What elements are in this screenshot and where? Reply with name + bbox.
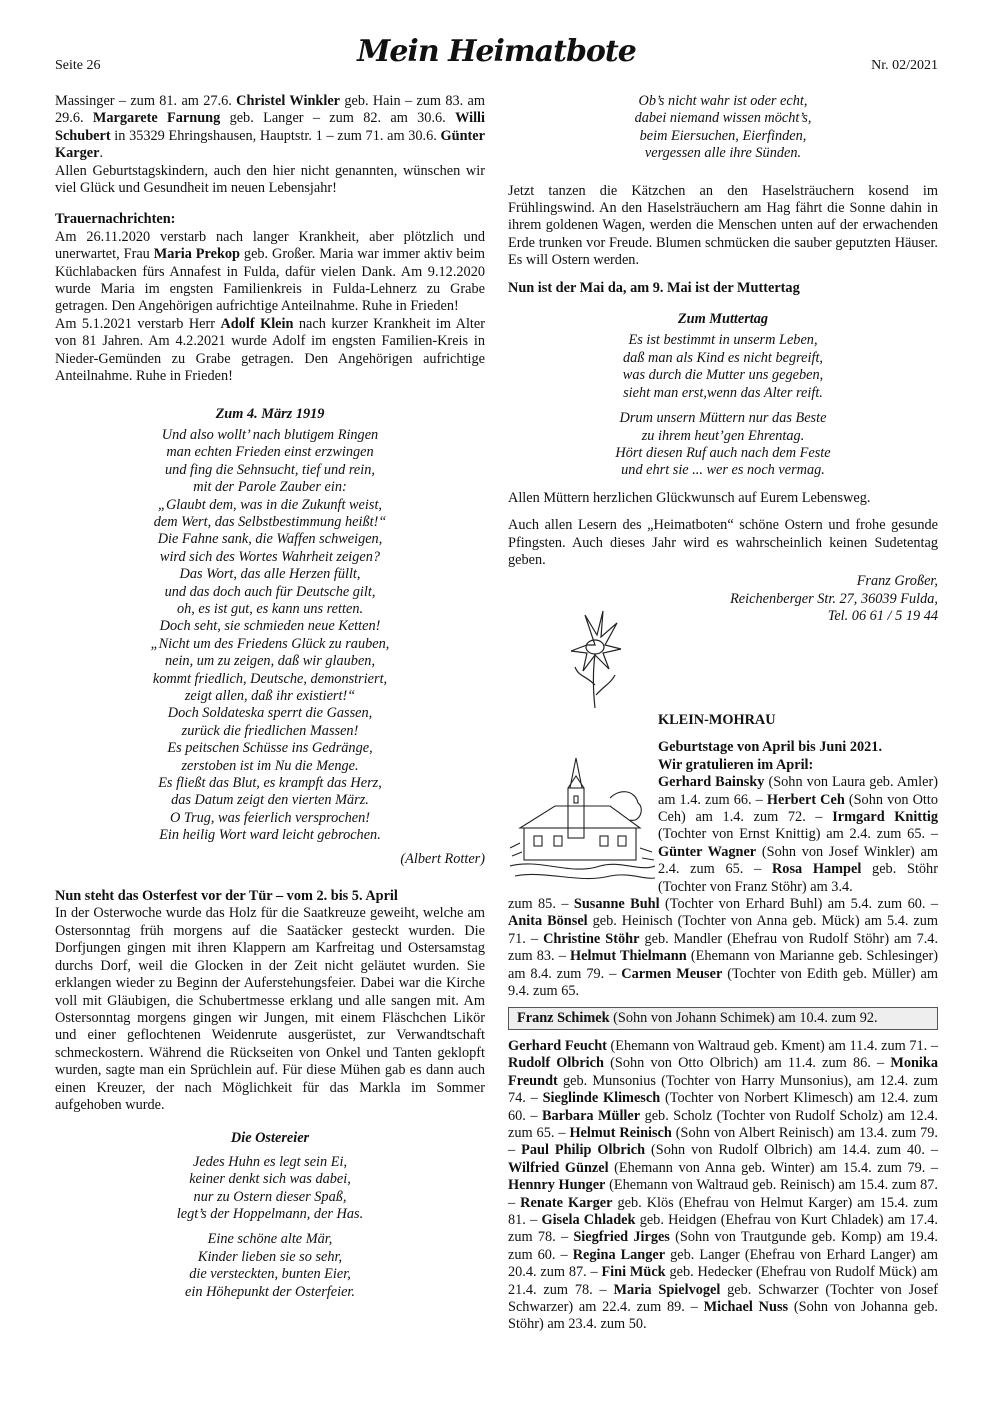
- text-run: geb. Stöhr (Tochter von Franz Stöhr) am 3.4.: [658, 861, 938, 895]
- poem-line: vergessen alle ihre Sünden.: [644, 145, 802, 162]
- poem-line: Es peitschen Schüsse ins Gedränge,: [167, 740, 373, 757]
- text-run: geb. Schwarzer (Tochter von Josef Schwarzer) am 22.4. zum 89. –: [508, 1281, 938, 1315]
- poem-muttertag-2: [508, 410, 938, 480]
- poem-line: und fing die Sehnsucht, tief und rein,: [165, 461, 375, 478]
- text-run: geb. Heidgen (Ehefrau von Kurt Chladek) am 17.4. zum 78. –: [508, 1211, 939, 1246]
- person-name: Margarete Farnung: [92, 110, 221, 127]
- poem-line: Hört diesen Ruf auch nach dem Feste: [615, 444, 831, 461]
- poem-line: zurück die friedlichen Massen!: [181, 722, 359, 739]
- person-name: Christel Winkler: [236, 93, 341, 109]
- person-name: Renate Karger: [520, 1194, 613, 1211]
- poem-line: Und also wollt’ nach blutigem Ringen: [161, 426, 379, 443]
- poem-line: Jedes Huhn es legt sein Ei,: [192, 1153, 348, 1170]
- title-text: Zum Muttertag: [677, 311, 769, 328]
- right-column: [508, 93, 938, 626]
- poem-title: [508, 311, 938, 328]
- person-name: Adolf Klein: [220, 315, 294, 332]
- poem-line: und das doch auch für Deutsche gilt,: [164, 583, 376, 600]
- page-header: [55, 28, 938, 78]
- person-name: Irmgard Knittig: [832, 809, 938, 826]
- km-birthday-list-1: [658, 774, 938, 896]
- poem-title: [55, 406, 485, 423]
- person-name: Herbert Ceh: [766, 791, 845, 808]
- poem-line: was durch die Mutter uns gegeben,: [622, 367, 824, 384]
- page-number: Seite 26: [55, 58, 101, 73]
- highlight-box: [508, 1007, 938, 1030]
- poem-line: Das Wort, das alle Herzen füllt,: [179, 566, 361, 583]
- person-name: Helmut Thielmann: [570, 948, 687, 965]
- poem-ostereier-1: [55, 1154, 485, 1224]
- section-heading-ostern: [55, 888, 485, 905]
- text-run: (Sohn von Rudolf Olbrich) am 14.4. zum 40. –: [645, 1142, 938, 1159]
- text-run: geb. Mandler (Ehefrau von Rudolf Stöhr) am 7.4. zum 83. –: [508, 930, 939, 965]
- km-birthday-list-3: [508, 1038, 938, 1334]
- text-run: (Sohn von Trautgunde geb. Komp) am 19.4. zum 60. –: [508, 1229, 938, 1263]
- text-run: Massinger – zum 81. am 27.6.: [55, 93, 237, 109]
- text-run: (Sohn von Laura geb. Amler) am 1.4. zum 66. –: [658, 774, 938, 808]
- reader-wishes: Auch allen Lesern des „Heimatboten“ schöne Ostern und frohe gesunde Pfingsten. Auch dieses Jahr wird es wahrscheinlich keinen Sudetentag geben.: [508, 517, 938, 568]
- poem-line: kommt friedlich, Deutsche, demonstriert,: [152, 670, 388, 687]
- text-run: (Sohn von Otto Ceh) am 1.4. zum 72. –: [658, 791, 938, 826]
- poem-line: nein, um zu zeigen, daß wir glauben,: [164, 653, 376, 670]
- poem-line: „Nicht um des Friedens Glück zu rauben,: [150, 635, 390, 652]
- text-run: geb. Großer. Maria war immer aktiv beim Küchlabacken fürs Annafest in Fulda, dafür vielen Dank. Am 9.12.2020 wurde Maria im engsten Familienkreis in Fulda-Lehnerz zu Grabe getragen. Den Angehörigen aufrichtige Anteilnahme. Ruhe in Frieden!: [55, 246, 485, 315]
- person-name: Paul Philip Olbrich: [521, 1142, 646, 1159]
- birthday-wishes: Allen Geburtstagskindern, auch den hier nicht genannten, wünschen wir viel Glück und Gesundheit im neuen Lebensjahr!: [55, 162, 485, 197]
- section-heading-klein-mohrau: [658, 712, 938, 729]
- newspaper-logo: Mein Heimatbote: [357, 34, 636, 69]
- person-name: Barbara Müller: [541, 1107, 641, 1124]
- text-run: (Sohn von Josef Winkler) am 2.4. zum 65. –: [658, 843, 938, 878]
- heading-text: Nun ist der Mai da, am 9. Mai ist der Muttertag: [508, 279, 800, 296]
- person-name: Willi Schubert: [55, 110, 485, 144]
- text-run: (Sohn von Johanna geb. Stöhr) am 23.4. zum 50.: [508, 1299, 938, 1333]
- church-icon: [510, 748, 655, 888]
- heading-text: Geburtstage von April bis Juni 2021.: [658, 739, 883, 756]
- poem-line: beim Eiersuchen, Eierfinden,: [639, 127, 807, 144]
- poem-line: ein Höhepunkt der Osterfeier.: [185, 1283, 355, 1300]
- text-run: (Ehemann von Waltraud geb. Reinisch) am 15.4. zum 87. –: [508, 1177, 938, 1211]
- text-run: (Tochter von Erhard Buhl) am 5.4. zum 60. –: [659, 896, 939, 913]
- text-run: geb. Hain – zum 83. am 29.6.: [55, 93, 485, 127]
- birthday-continuation: [55, 93, 485, 163]
- poem-line: Es ist bestimmt in unserm Leben,: [628, 332, 818, 349]
- signature-line: Franz Großer,: [856, 573, 938, 590]
- text-run: (Sohn von Johann Schimek) am 10.4. zum 92.: [609, 1009, 878, 1026]
- person-name: Sieglinde Klimesch: [542, 1090, 661, 1107]
- poem-title: [55, 1130, 485, 1147]
- poem-line: das Datum zeigt den vierten März.: [171, 792, 369, 809]
- poem-line: Doch seht, sie schmieden neue Ketten!: [159, 618, 381, 635]
- person-name: Günter Wagner: [658, 843, 757, 860]
- person-name: Susanne Buhl: [573, 896, 660, 913]
- poem-line: Die Fahne sank, die Waffen schweigen,: [157, 531, 383, 548]
- poem-line: Doch Soldateska sperrt die Gassen,: [167, 705, 373, 722]
- text-run: geb. Langer (Ehefrau von Erhard Langer) am 20.4. zum 87. –: [508, 1246, 938, 1281]
- text-run: (Tochter von Norbert Klimesch) am 12.4. zum 60. –: [508, 1090, 938, 1124]
- text-run: (Ehemann von Waltraud geb. Kment) am 11.4. zum 71. –: [606, 1037, 938, 1054]
- poem-line: wird sich des Wortes Wahrheit zeigen?: [159, 548, 381, 565]
- text-run: geb. Hedecker (Ehefrau von Rudolf Mück) am 21.4. zum 78. –: [508, 1264, 939, 1298]
- poem-line: zu ihrem heut’gen Ehrentag.: [641, 427, 805, 444]
- person-name: Siegfried Jirges: [573, 1229, 670, 1246]
- poem-ostereier-2: [55, 1231, 485, 1301]
- poem-line: keiner denkt sich was dabei,: [189, 1171, 351, 1188]
- person-name: Helmut Reinisch: [569, 1124, 672, 1141]
- text-run: geb. Scholz (Tochter von Rudolf Scholz) am 12.4. zum 65. –: [508, 1107, 938, 1141]
- left-column: [55, 93, 485, 1301]
- poem-line: „Glaubt dem, was in die Zukunft weist,: [158, 496, 382, 513]
- text-run: .: [99, 145, 104, 162]
- person-name: Günter Karger: [55, 127, 485, 162]
- text-run: (Sohn von Otto Olbrich) am 11.4. zum 86. –: [603, 1055, 891, 1072]
- person-name: Rosa Hampel: [771, 861, 862, 878]
- obituary-klein: [55, 316, 485, 386]
- ostern-text: In der Osterwoche wurde das Holz für die Saatkreuze geweiht, welche am Ostersonntag früh morgens auf die Saatäcker gesteckt wurden. Die Dorfjungen gingen mit ihren Klappern am Karfreitag und Ostersamstag durchs Dorf, weil die Glocken in der Zeit nicht geläutet wurden. Sie erklangen wieder zu Beginn der Auferstehungsfeier. Dabei war die Kirche voll mit Gläubigen, die Schubertmesse erklang und alle sangen mit. Am Ostersonntag morgens gingen wir Jungen, mit einem Fläschchen Likör und einer geflochtenen Weidenrute ausgerüstet, zur Verwandtschaft schmeckostern. Während die Rückseiten von Onkel und Tanten geklopft wurden, sagte man ein Sprüchlein auf. Für diese Mühen gab es dann auch einen Kreuzer, der nach Möglichkeit für das Markla im Sommer aufgehoben wurde.: [55, 905, 485, 1113]
- title-text: Zum 4. März 1919: [215, 405, 325, 422]
- poem-line: Kinder lieben sie so sehr,: [197, 1248, 343, 1265]
- person-name: Gisela Chladek: [541, 1211, 636, 1228]
- person-name: Gerhard Bainsky: [658, 774, 765, 791]
- poem-line: die versteckten, bunten Eier,: [189, 1266, 351, 1283]
- poem-line: oh, es ist gut, es kann uns retten.: [176, 600, 364, 617]
- heading-text: KLEIN-MOHRAU: [658, 712, 776, 728]
- heading-text: Nun steht das Osterfest vor der Tür – vom 2. bis 5. April: [55, 888, 398, 905]
- poem-line: Es fließt das Blut, es krampft das Herz,: [158, 775, 382, 792]
- poem-line: Ob’s nicht wahr ist oder echt,: [638, 93, 808, 109]
- heading-text: Trauernachrichten:: [55, 211, 176, 228]
- obituary-prekop: [55, 229, 485, 316]
- person-name: Gerhard Feucht: [508, 1037, 607, 1054]
- poem-line: O Trug, was feierlich versprochen!: [169, 809, 370, 826]
- poem-line: dabei niemand wissen möcht’s,: [634, 110, 812, 127]
- person-name: Hennry Hunger: [508, 1177, 606, 1194]
- poem-muttertag-1: [508, 332, 938, 402]
- poem-line: nur zu Ostern dieser Spaß,: [193, 1188, 347, 1205]
- text-run: geb. Langer – zum 82. am 30.6.: [220, 110, 456, 127]
- person-name: Fini Mück: [601, 1264, 666, 1281]
- poem-line: Eine schöne alte Mär,: [207, 1231, 333, 1248]
- poem-line: man echten Frieden einst erzwingen: [166, 444, 374, 461]
- section-heading-mai: [508, 280, 938, 297]
- poem-maerz-1919: [55, 427, 485, 845]
- person-name: Regina Langer: [572, 1246, 666, 1263]
- text-run: nach kurzer Krankheit im Alter von 81 Jahren. Am 4.2.2021 wurde Adolf im engsten Familien-Kreis in Nieder-Gemünden zu Grabe getragen. Den Angehörigen aufrichtige Anteilnahme. Ruhe in Frieden!: [55, 315, 485, 385]
- person-name: Wilfried Günzel: [508, 1159, 609, 1176]
- text-run: Am 5.1.2021 verstarb Herr: [55, 315, 221, 332]
- daffodil-icon: [565, 605, 625, 710]
- poem-ostereier-3: [508, 93, 938, 163]
- text-run: geb. Heinisch (Tochter von Anna geb. Mück) am 5.4. zum 71. –: [508, 913, 938, 947]
- poem-line: Drum unsern Müttern nur das Beste: [619, 410, 827, 427]
- text-run: (Tochter von Ernst Knittig) am 2.4. zum 65. –: [658, 826, 938, 843]
- person-name: Michael Nuss: [703, 1299, 789, 1315]
- text-run: geb. Munsonius (Tochter von Harry Munsonius), am 12.4. zum 74. –: [508, 1072, 938, 1107]
- poem-line: sieht man erst,wenn das Alter reift.: [623, 384, 823, 401]
- text-run: (Tochter von Edith geb. Müller) am 9.4. zum 65.: [508, 965, 939, 1000]
- text-run: geb. Klös (Ehefrau von Helmut Karger) am 15.4. zum 81. –: [508, 1194, 938, 1228]
- person-name: Christine Stöhr: [543, 930, 640, 947]
- section-heading-trauer: [55, 211, 485, 228]
- mother-wishes: Allen Müttern herzlichen Glückwunsch auf Eurem Lebensweg.: [508, 489, 871, 506]
- title-text: Die Ostereier: [230, 1130, 310, 1147]
- poem-line: zeigt allen, daß ihr existiert!“: [184, 688, 356, 704]
- person-name: Carmen Meuser: [621, 965, 723, 982]
- text-run: Am 26.11.2020 verstarb nach langer Krankheit, aber plötzlich und unerwartet, Frau: [55, 228, 485, 263]
- person-name: Anita Bönsel: [508, 913, 588, 930]
- person-name: Franz Schimek: [517, 1009, 610, 1026]
- issue-number: Nr. 02/2021: [871, 58, 938, 73]
- text-run: zum 85. –: [508, 896, 574, 913]
- poem-line: zerstoben ist im Nu die Menge.: [181, 757, 359, 774]
- poem-author: (Albert Rotter): [400, 850, 485, 867]
- poem-line: daß man als Kind es nicht begreift,: [622, 349, 823, 366]
- heading-text: Wir gratulieren im April:: [658, 756, 814, 773]
- text-run: (Ehemann von Marianne geb. Schlesinger) am 8.4. zum 79. –: [508, 948, 938, 982]
- text-run: (Sohn von Albert Reinisch) am 13.4. zum 79. –: [508, 1124, 938, 1159]
- km-birthday-list-2: [508, 896, 938, 1000]
- signature-line: Tel. 06 61 / 5 19 44: [827, 608, 938, 625]
- person-name: Maria Spielvogel: [613, 1281, 721, 1298]
- person-name: Rudolf Olbrich: [508, 1055, 604, 1072]
- person-name: Maria Prekop: [153, 246, 240, 263]
- poem-line: dem Wert, das Selbstbestimmung heißt!“: [153, 513, 387, 530]
- text-run: (Ehemann von Anna geb. Winter) am 15.4. zum 79. –: [608, 1159, 938, 1176]
- poem-line: und ehrt sie ... wer es noch vermag.: [621, 462, 825, 479]
- poem-line: legt’s der Hoppelmann, der Has.: [176, 1205, 364, 1222]
- poem-line: mit der Parole Zauber ein:: [193, 479, 347, 496]
- text-run: in 35329 Ehringshausen, Hauptstr. 1 – zum 71. am 30.6.: [110, 127, 441, 144]
- person-name: Monika Freundt: [508, 1055, 938, 1089]
- signature-line: Reichenberger Str. 27, 36039 Fulda,: [730, 590, 938, 607]
- km-subheading: [658, 739, 938, 756]
- poem-line: Ein heilig Wort ward leicht gebrochen.: [159, 827, 381, 844]
- fruehling-text: Jetzt tanzen die Kätzchen an den Haselsträuchern kosend im Frühlingswind. An den Haselsträuchern am Hag fährt die Sonne dahin in ihrem goldenen Wagen, werden die Menschen unten auf der erwachenden Erde trunken vor Freude. Blumen schmücken die sauber geputzten Häuser. Es will Ostern werden.: [508, 182, 938, 269]
- km-subheading: [658, 757, 938, 774]
